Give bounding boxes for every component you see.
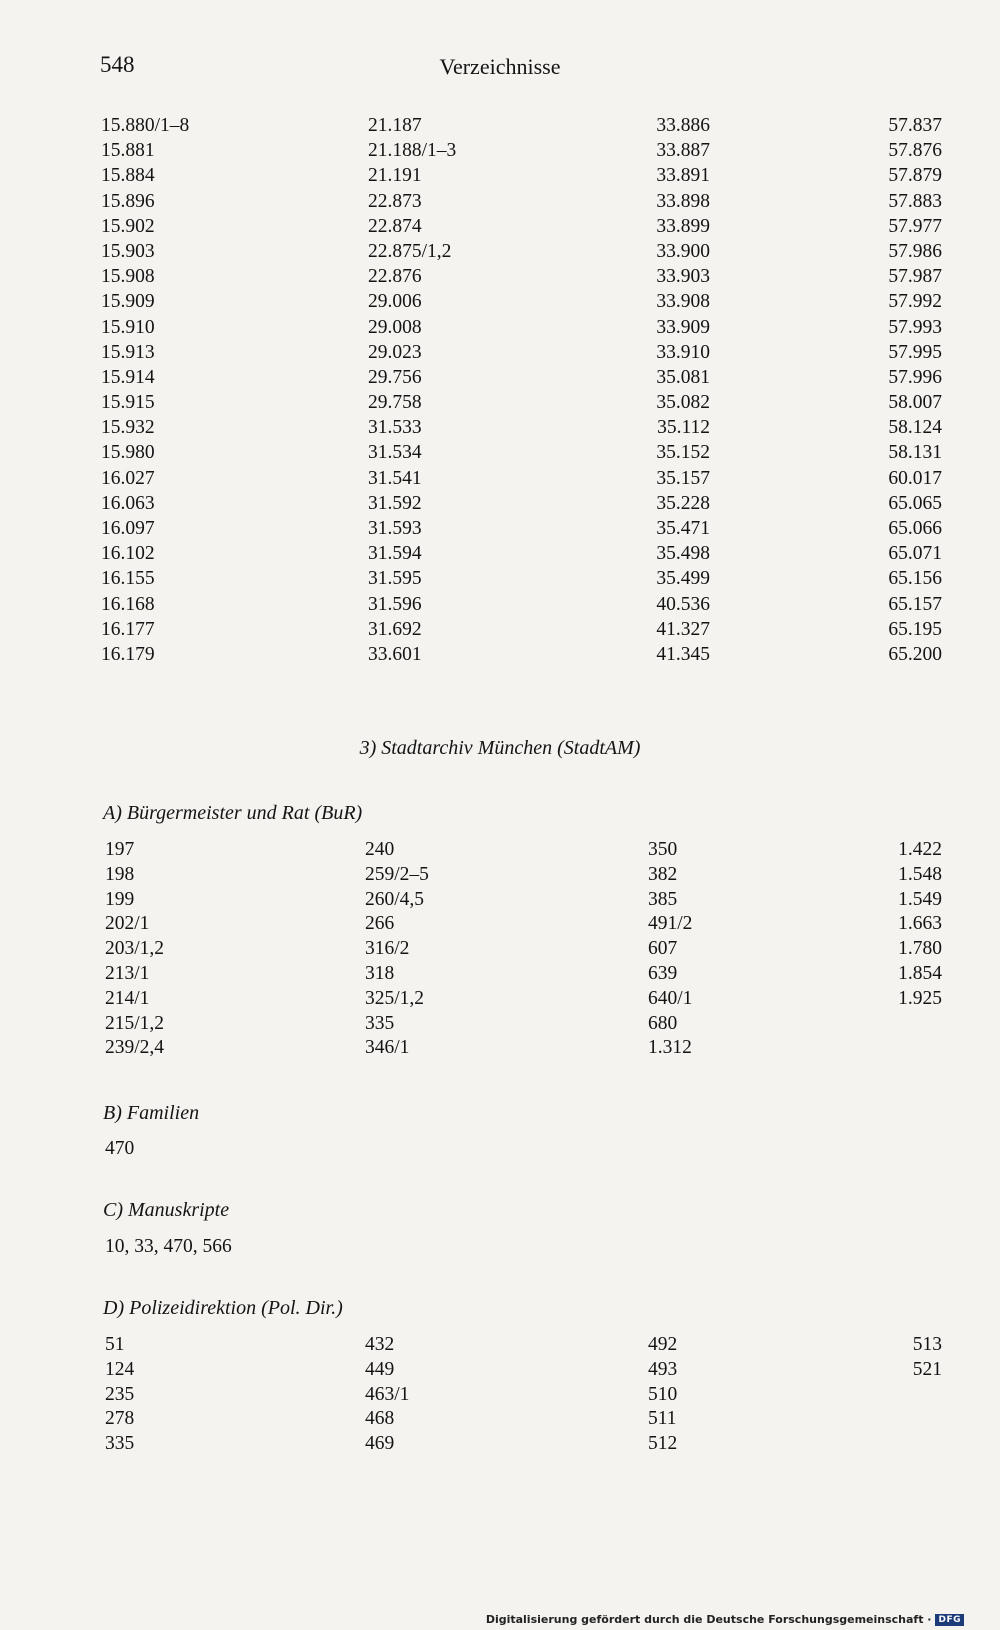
table-cell: 31.593 xyxy=(368,518,422,539)
table-cell: 65.200 xyxy=(888,643,942,665)
table-cell: 432 xyxy=(365,1334,395,1355)
table-cell: 57.987 xyxy=(888,266,942,288)
table-cell: 35.082 xyxy=(656,392,710,414)
table-cell: 491/2 xyxy=(648,913,693,935)
table-cell: 124 xyxy=(105,1358,135,1380)
table-cell: 1.422 xyxy=(898,839,942,860)
table-row xyxy=(0,1036,1000,1061)
table-cell: 29.756 xyxy=(368,366,422,388)
table-row xyxy=(0,642,1000,667)
table-row xyxy=(0,1383,1000,1408)
table-cell: 60.017 xyxy=(888,467,942,489)
table-cell: 29.023 xyxy=(368,341,422,363)
table-cell: 213/1 xyxy=(105,962,150,984)
table-cell: 492 xyxy=(648,1334,678,1355)
table-row xyxy=(0,138,1000,163)
table-cell: 15.909 xyxy=(101,291,155,313)
table-row xyxy=(0,962,1000,987)
table-cell: 57.883 xyxy=(888,190,942,212)
table-cell: 33.898 xyxy=(656,190,710,212)
table-row xyxy=(0,1358,1000,1383)
table-row xyxy=(0,239,1000,264)
table-cell: 31.692 xyxy=(368,618,422,640)
table-cell: 57.992 xyxy=(888,291,942,313)
subheading-a: A) Bürgermeister und Rat (BuR) xyxy=(103,802,363,824)
index-table-top xyxy=(0,113,1000,667)
table-row xyxy=(0,289,1000,314)
table-cell: 31.592 xyxy=(368,492,422,514)
table-cell: 198 xyxy=(105,863,135,885)
table-row xyxy=(0,214,1000,239)
table-cell: 510 xyxy=(648,1383,678,1405)
table-cell: 1.780 xyxy=(898,938,942,960)
table-cell: 35.499 xyxy=(656,568,710,590)
table-cell: 239/2,4 xyxy=(105,1037,165,1059)
index-table-d xyxy=(0,1333,1000,1457)
table-cell: 58.131 xyxy=(888,442,942,464)
table-cell: 33.891 xyxy=(656,165,710,187)
table-cell: 449 xyxy=(365,1358,395,1380)
table-cell: 57.996 xyxy=(888,366,942,388)
table-row xyxy=(0,987,1000,1012)
table-row xyxy=(0,1407,1000,1432)
table-cell: 240 xyxy=(365,839,395,860)
table-cell: 16.177 xyxy=(101,618,155,640)
table-cell: 16.027 xyxy=(101,467,155,489)
table-cell: 469 xyxy=(365,1433,395,1455)
table-row xyxy=(0,838,1000,863)
table-row xyxy=(0,340,1000,365)
table-cell: 15.932 xyxy=(101,417,155,439)
table-cell: 15.903 xyxy=(101,240,155,262)
table-row xyxy=(0,113,1000,138)
table-cell: 680 xyxy=(648,1012,678,1034)
table-cell: 58.124 xyxy=(888,417,942,439)
table-cell: 16.097 xyxy=(101,518,155,539)
table-cell: 214/1 xyxy=(105,987,150,1009)
table-cell: 41.345 xyxy=(656,643,710,665)
table-cell: 382 xyxy=(648,863,678,885)
table-cell: 15.896 xyxy=(101,190,155,212)
manuskripte-line: 10, 33, 470, 566 xyxy=(105,1236,232,1257)
table-cell: 513 xyxy=(912,1334,942,1355)
table-row xyxy=(0,592,1000,617)
table-row xyxy=(0,390,1000,415)
table-cell: 278 xyxy=(105,1408,135,1430)
table-cell: 35.152 xyxy=(656,442,710,464)
table-cell: 493 xyxy=(648,1358,678,1380)
table-cell: 15.881 xyxy=(101,140,155,162)
table-cell: 15.902 xyxy=(101,215,155,237)
table-cell: 385 xyxy=(648,888,678,910)
table-cell: 639 xyxy=(648,962,678,984)
table-cell: 1.548 xyxy=(898,863,942,885)
table-row xyxy=(0,415,1000,440)
table-cell: 65.066 xyxy=(888,518,942,539)
table-cell: 65.065 xyxy=(888,492,942,514)
table-cell: 21.188/1–3 xyxy=(368,140,457,162)
table-cell: 1.663 xyxy=(898,913,942,935)
table-cell: 33.910 xyxy=(656,341,710,363)
table-row xyxy=(0,365,1000,390)
table-cell: 266 xyxy=(365,913,395,935)
table-row xyxy=(0,1333,1000,1358)
table-cell: 15.880/1–8 xyxy=(101,115,190,136)
table-cell: 335 xyxy=(365,1012,395,1034)
table-row xyxy=(0,541,1000,566)
table-cell: 16.102 xyxy=(101,543,155,565)
table-row xyxy=(0,189,1000,214)
table-cell: 15.980 xyxy=(101,442,155,464)
table-row xyxy=(0,491,1000,516)
table-row xyxy=(0,888,1000,913)
table-cell: 512 xyxy=(648,1433,678,1455)
table-row xyxy=(0,566,1000,591)
table-row xyxy=(0,617,1000,642)
table-cell: 325/1,2 xyxy=(365,987,425,1009)
table-cell: 41.327 xyxy=(656,618,710,640)
footer-text: Digitalisierung gefördert durch die Deutsche Forschungsgemeinschaft · xyxy=(485,1613,932,1626)
table-cell: 57.977 xyxy=(888,215,942,237)
table-row xyxy=(0,315,1000,340)
table-cell: 29.008 xyxy=(368,316,422,338)
page-number: 548 xyxy=(100,52,135,77)
digitization-footer xyxy=(486,1613,964,1626)
table-row xyxy=(0,163,1000,188)
table-cell: 197 xyxy=(105,839,135,860)
table-cell: 16.168 xyxy=(101,593,155,615)
table-cell: 335 xyxy=(105,1433,135,1455)
table-cell: 468 xyxy=(365,1408,395,1430)
table-cell: 57.837 xyxy=(888,115,942,136)
familien-line: 470 xyxy=(105,1138,135,1159)
table-cell: 607 xyxy=(648,938,678,960)
table-row xyxy=(0,1432,1000,1457)
dfg-logo: DFG xyxy=(935,1614,964,1626)
table-cell: 15.908 xyxy=(101,266,155,288)
table-cell: 33.899 xyxy=(656,215,710,237)
table-cell: 15.915 xyxy=(101,392,155,414)
table-cell: 1.854 xyxy=(898,962,942,984)
table-cell: 260/4,5 xyxy=(365,888,425,910)
table-cell: 58.007 xyxy=(888,392,942,414)
table-cell: 1.549 xyxy=(898,888,942,910)
table-row xyxy=(0,863,1000,888)
subheading-b: B) Familien xyxy=(103,1102,200,1124)
table-cell: 29.006 xyxy=(368,291,422,313)
table-cell: 15.914 xyxy=(101,366,155,388)
table-row xyxy=(0,264,1000,289)
table-cell: 57.993 xyxy=(888,316,942,338)
table-cell: 22.875/1,2 xyxy=(368,240,452,262)
table-cell: 22.876 xyxy=(368,266,422,288)
table-cell: 199 xyxy=(105,888,135,910)
table-cell: 57.986 xyxy=(888,240,942,262)
table-row xyxy=(0,1012,1000,1037)
table-row xyxy=(0,937,1000,962)
table-row xyxy=(0,516,1000,541)
table-cell: 350 xyxy=(648,839,678,860)
table-cell: 35.228 xyxy=(656,492,710,514)
table-cell: 463/1 xyxy=(365,1383,410,1405)
table-cell: 15.910 xyxy=(101,316,155,338)
table-cell: 22.874 xyxy=(368,215,422,237)
table-cell: 35.112 xyxy=(657,417,710,439)
table-cell: 57.995 xyxy=(888,341,942,363)
table-cell: 21.191 xyxy=(368,165,422,187)
table-cell: 31.541 xyxy=(368,467,422,489)
table-cell: 57.876 xyxy=(888,140,942,162)
table-cell: 511 xyxy=(648,1408,677,1430)
table-row xyxy=(0,912,1000,937)
table-cell: 65.157 xyxy=(888,593,942,615)
table-cell: 16.063 xyxy=(101,492,155,514)
table-cell: 15.913 xyxy=(101,341,155,363)
table-cell: 33.908 xyxy=(656,291,710,313)
section-title: 3) Stadtarchiv München (StadtAM) xyxy=(359,737,641,759)
table-cell: 235 xyxy=(105,1383,135,1405)
table-cell: 31.595 xyxy=(368,568,422,590)
table-cell: 16.155 xyxy=(101,568,155,590)
table-cell: 33.887 xyxy=(656,140,710,162)
table-cell: 35.498 xyxy=(656,543,710,565)
table-cell: 15.884 xyxy=(101,165,155,187)
table-cell: 51 xyxy=(105,1334,125,1355)
table-cell: 259/2–5 xyxy=(365,863,429,885)
table-cell: 31.533 xyxy=(368,417,422,439)
table-cell: 33.900 xyxy=(656,240,710,262)
table-cell: 318 xyxy=(365,962,395,984)
table-cell: 215/1,2 xyxy=(105,1012,165,1034)
table-cell: 35.081 xyxy=(656,366,710,388)
index-table-a xyxy=(0,838,1000,1061)
table-cell: 640/1 xyxy=(648,987,693,1009)
table-cell: 521 xyxy=(912,1358,942,1380)
table-cell: 35.157 xyxy=(656,467,710,489)
table-cell: 35.471 xyxy=(656,518,710,539)
table-cell: 203/1,2 xyxy=(105,938,165,960)
table-row xyxy=(0,440,1000,465)
table-cell: 31.594 xyxy=(368,543,422,565)
table-cell: 1.925 xyxy=(898,987,942,1009)
table-cell: 33.903 xyxy=(656,266,710,288)
table-cell: 316/2 xyxy=(365,938,410,960)
table-cell: 346/1 xyxy=(365,1037,410,1059)
table-cell: 16.179 xyxy=(101,643,155,665)
table-cell: 21.187 xyxy=(368,115,422,136)
table-cell: 65.156 xyxy=(888,568,942,590)
table-cell: 40.536 xyxy=(656,593,710,615)
table-cell: 33.909 xyxy=(656,316,710,338)
subheading-c: C) Manuskripte xyxy=(103,1199,230,1221)
table-cell: 31.596 xyxy=(368,593,422,615)
table-cell: 1.312 xyxy=(648,1037,692,1059)
table-cell: 65.071 xyxy=(888,543,942,565)
table-cell: 29.758 xyxy=(368,392,422,414)
table-cell: 22.873 xyxy=(368,190,422,212)
table-cell: 202/1 xyxy=(105,913,150,935)
table-row xyxy=(0,466,1000,491)
table-cell: 33.601 xyxy=(368,643,422,665)
table-cell: 31.534 xyxy=(368,442,422,464)
table-cell: 57.879 xyxy=(888,165,942,187)
running-title: Verzeichnisse xyxy=(439,54,561,79)
table-cell: 33.886 xyxy=(656,115,710,136)
table-cell: 65.195 xyxy=(888,618,942,640)
subheading-d: D) Polizeidirektion (Pol. Dir.) xyxy=(103,1297,343,1319)
